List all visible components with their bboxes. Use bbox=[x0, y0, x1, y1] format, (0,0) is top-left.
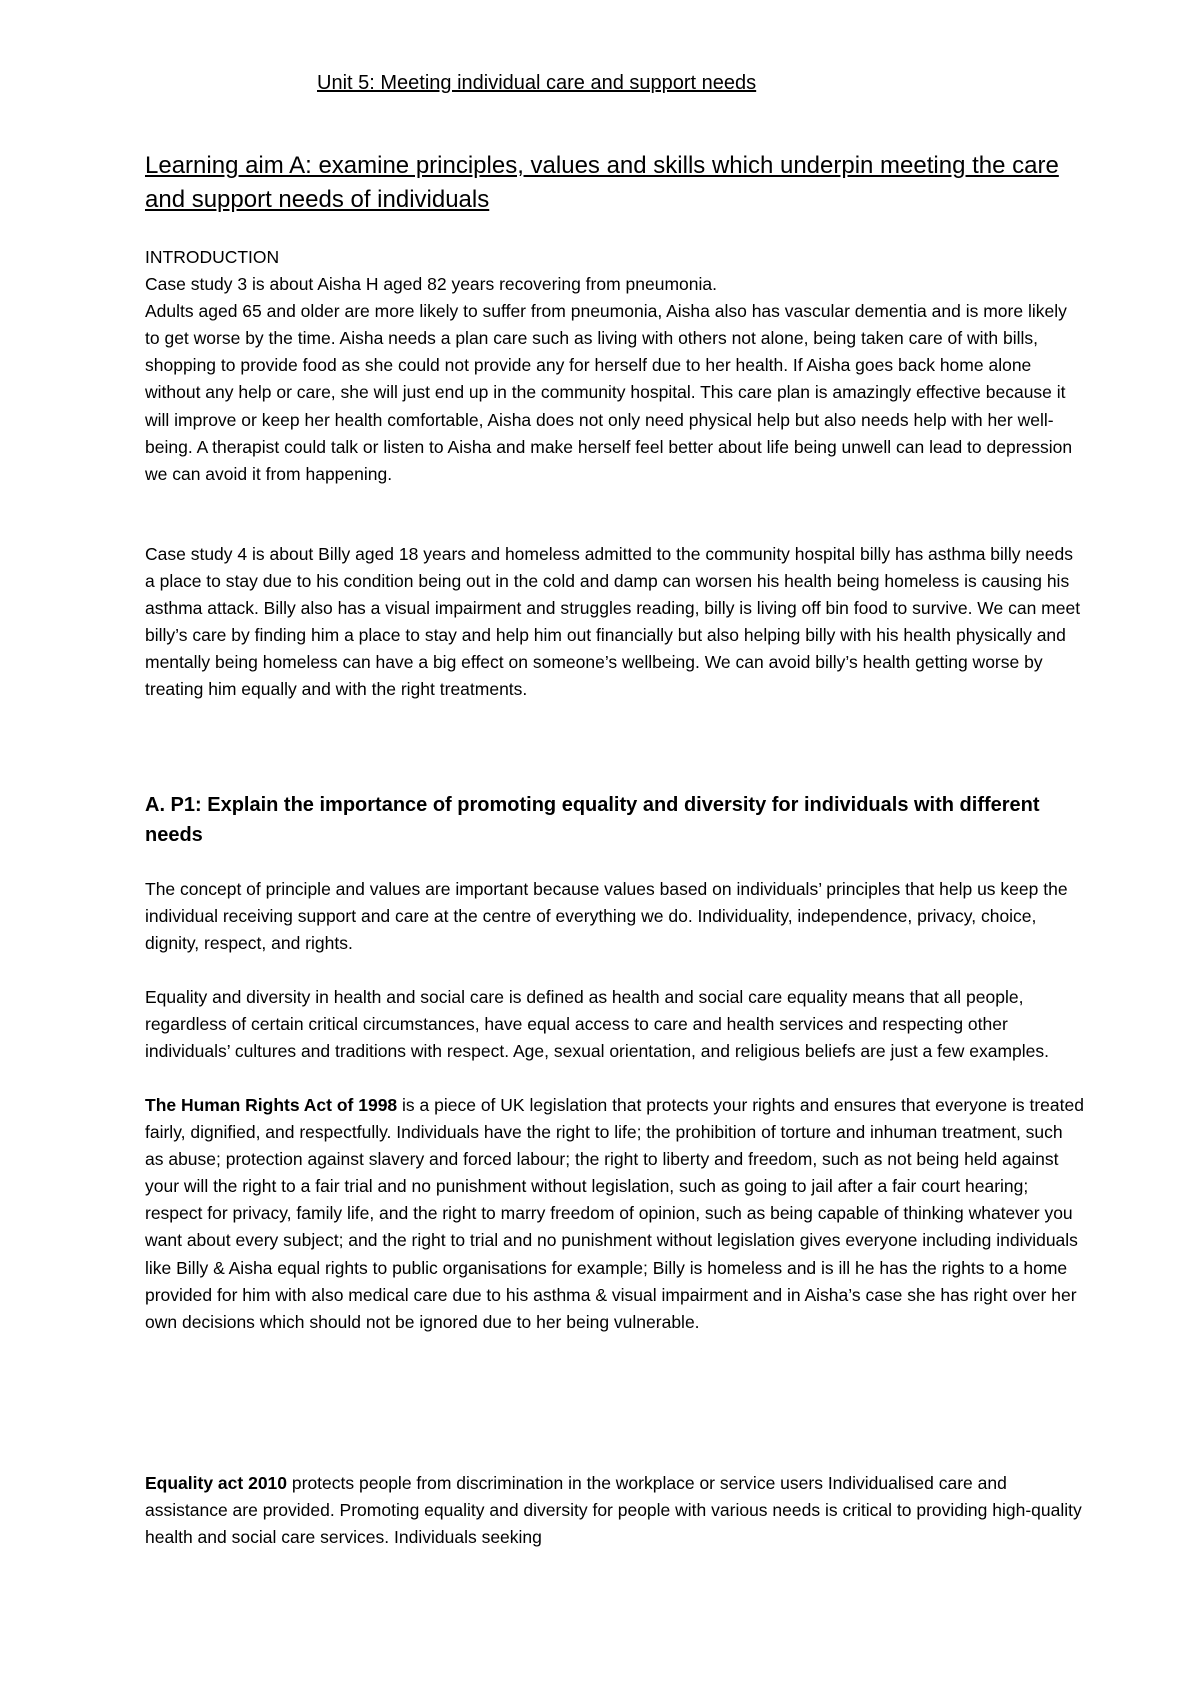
p1-heading: A. P1: Explain the importance of promoting equality and diversity for individuals with different needs bbox=[145, 794, 1040, 846]
introduction-section bbox=[145, 244, 1085, 488]
equality-act-text bbox=[145, 1470, 1085, 1551]
unit-title: Unit 5: Meeting individual care and support needs bbox=[317, 72, 757, 94]
equality-act-label: Equality act 2010 bbox=[145, 1473, 288, 1493]
case-study-3-body: Adults aged 65 and older are more likely to suffer from pneumonia, Aisha also has vascular dementia and is more likely to get worse by the time. Aisha needs a plan care such as living with others not alone, being taken care of with bills, shopping to provide food as she could not provide any for herself due to her health. If Aisha goes back home alone without any help or care, she will just end up in the community hospital. This care plan is amazingly effective because it will improve or keep her health comfortable, Aisha does not only need physical help but also needs help with her well-being. A therapist could talk or listen to Aisha and make herself feel better about life being unwell can lead to depression we can avoid it from happening. bbox=[145, 301, 1073, 484]
human-rights-act-text bbox=[145, 1092, 1085, 1336]
human-rights-act-label: The Human Rights Act of 1998 bbox=[145, 1095, 398, 1115]
equality-diversity-text: Equality and diversity in health and social care is defined as health and social care equality means that all people, regardless of certain critical circumstances, have equal access to care and health services and respecting other individuals’ cultures and traditions with respect. Age, sexual orientation, and religious beliefs are just a few examples. bbox=[145, 987, 1050, 1062]
equality-act-body: protects people from discrimination in the workplace or service users Individualised care and assistance are provided. Promoting equality and diversity for people with various needs is critical to providing high-quality health and social care services. Individuals seeking bbox=[145, 1473, 1082, 1548]
human-rights-act-paragraph bbox=[145, 1092, 1085, 1336]
equality-act-paragraph bbox=[145, 1470, 1085, 1551]
human-rights-act-body: is a piece of UK legislation that protects your rights and ensures that everyone is treated fairly, dignified, and respectfully. Individuals have the right to life; the prohibition of torture and inhuman treatment, such as abuse; protection against slavery and forced labour; the right to liberty and freedom, such as not being held against your will the right to a fair trial and no punishment without legislation, such as going to jail after a fair court hearing; respect for privacy, family life, and the right to marry freedom of opinion, such as being capable of thinking whatever you want about every subject; and the right to trial and no punishment without legislation gives everyone including individuals like Billy & Aisha equal rights to public organisations for example; Billy is homeless and is ill he has the rights to a home provided for him with also medical care due to his asthma & visual impairment and in Aisha’s case she has right over her own decisions which should not be ignored due to her being vulnerable. bbox=[145, 1095, 1084, 1332]
equality-diversity-paragraph bbox=[145, 984, 1085, 1065]
case-study-3-line: Case study 3 is about Aisha H aged 82 years recovering from pneumonia. bbox=[145, 274, 717, 295]
concept-text: The concept of principle and values are important because values based on individuals’ principles that help us keep the individual receiving support and care at the centre of everything we do. Individuality, independence, privacy, choice, dignity, respect, and rights. bbox=[145, 879, 1068, 954]
case-study-4-section bbox=[145, 541, 1085, 704]
concept-paragraph bbox=[145, 876, 1085, 957]
introduction-label: INTRODUCTION bbox=[145, 247, 280, 267]
learning-aim-heading: Learning aim A: examine principles, values and skills which underpin meeting the care and support needs of individuals bbox=[145, 152, 1059, 213]
case-study-4-body: Case study 4 is about Billy aged 18 years and homeless admitted to the community hospital billy has asthma billy needs a place to stay due to his condition being out in the cold and damp can worsen his health being homeless is causing his asthma attack. Billy also has a visual impairment and struggles reading, billy is living off bin food to survive. We can meet billy’s care by finding him a place to stay and help him out financially but also helping billy with his health physically and mentally being homeless can have a big effect on someone’s wellbeing. We can avoid billy’s health getting worse by treating him equally and with the right treatments. bbox=[145, 544, 1081, 700]
